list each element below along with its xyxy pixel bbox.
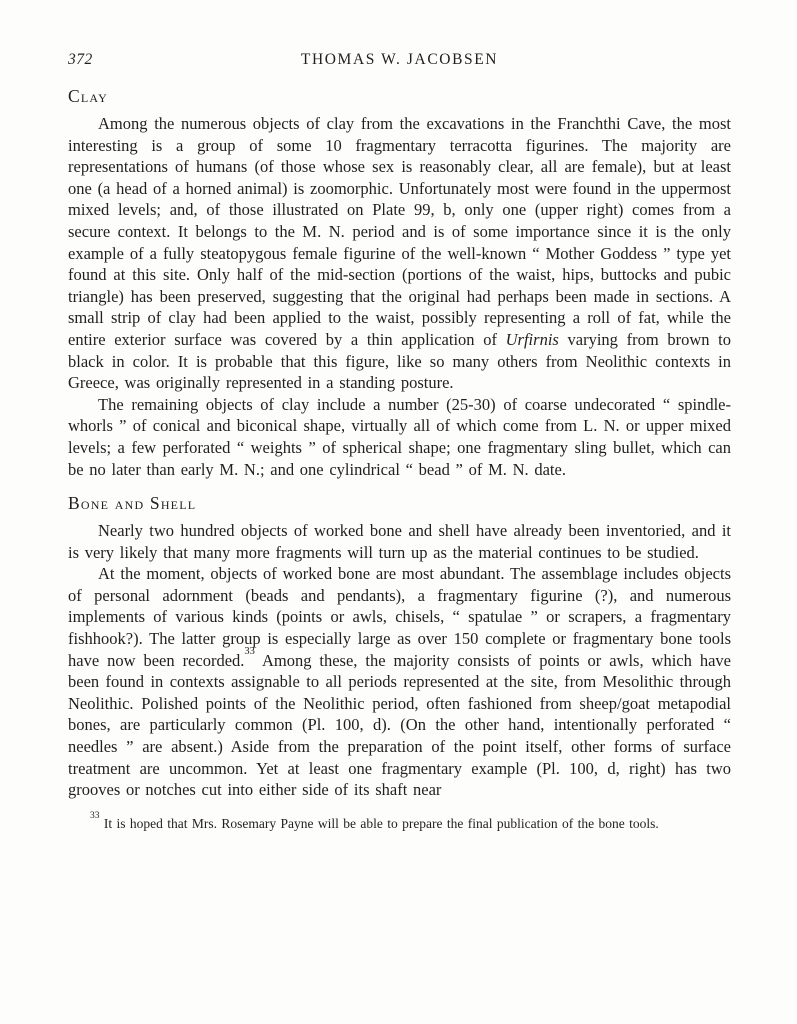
footnote-marker: 33 bbox=[90, 811, 100, 822]
page-number: 372 bbox=[68, 51, 93, 68]
section-heading-clay: Clay bbox=[68, 86, 109, 106]
running-head: THOMAS W. JACOBSEN bbox=[300, 51, 499, 68]
footnote bbox=[68, 811, 731, 833]
page-header bbox=[68, 50, 731, 70]
footnote-reference: 33 bbox=[244, 646, 255, 658]
paragraph-bone-2 bbox=[68, 563, 731, 801]
paragraph-text: Among the numerous objects of clay from the excavations in the Franchthi Cave, the most interesting is a group of some 10 fragmentary terracotta figurines. The majority are representations of humans (of those whose sex is reasonably clear, all are female), but at least one (a head of a horned animal) is zoomorphic. Unfortunately most were found in the uppermost mixed levels; and, of those illustrated on Plate 99, b, only one (upper right) comes from a secure context. It belongs to the M. N. period and is of some importance since it is the only example of a fully steatopygous female figurine of the well-known “ Mother Goddess ” type yet found at this site. Only half of the mid-section (portions of the waist, hips, buttocks and pubic triangle) has been preserved, suggesting that the original had perhaps been made in sections. A small strip of clay had been applied to the waist, possibly representing a roll of fat, while the entire exterior surface was covered by a thin application of bbox=[68, 114, 731, 349]
paragraph-clay-2: The remaining objects of clay include a number (25-30) of coarse undecorated “ spindle-whorls ” of conical and biconical shape, virtually all of which come from L. N. or upper mixed levels; a few perforated “ weights ” of spherical shape; one fragmentary sling bullet, which can be no later than early M. N.; and one cylindrical “ bead ” of M. N. date. bbox=[68, 394, 731, 479]
section-heading-bone-and-shell: Bone and Shell bbox=[68, 493, 197, 514]
italic-term-urfirnis: Urfirnis bbox=[505, 329, 559, 349]
footnote-text: It is hoped that Mrs. Rosemary Payne will be able to prepare the final publication of the bone tools. bbox=[99, 815, 659, 831]
article-body bbox=[68, 86, 731, 833]
paragraph-text: varying from brown to black in color. It is probable that this figure, like so many others from Neolithic contexts in Greece, was originally represented in a standing posture. bbox=[68, 329, 731, 393]
paragraph-clay-1 bbox=[68, 113, 731, 394]
paragraph-text: Among these, the majority consists of points or awls, which have been found in contexts assignable to all periods represented at the site, from Mesolithic through Neolithic. Polished points of the Neolithic period, often fashioned from sheep/goat metapodial bones, are particularly common (Pl. 100, d). (On the other hand, intentionally perforated “ needles ” are absent.) Aside from the preparation of the point itself, other forms of surface treatment are uncommon. Yet at least one fragmentary example (Pl. 100, d, right) has two grooves or notches cut into either side of its shaft near bbox=[68, 650, 731, 800]
paragraph-bone-1: Nearly two hundred objects of worked bone and shell have already been inventoried, and it is very likely that many more fragments will turn up as the material continues to be studied. bbox=[68, 521, 731, 562]
paragraph-text: At the moment, objects of worked bone are most abundant. The assemblage includes objects of personal adornment (beads and pendants), a fragmentary figurine (?), and numerous implements of various kinds (points or awls, chisels, “ spatulae ” or scrapers, a fragmentary fishhook?). The latter group is especially large as over 150 complete or fragmentary bone tools have now been recorded. bbox=[68, 564, 731, 670]
